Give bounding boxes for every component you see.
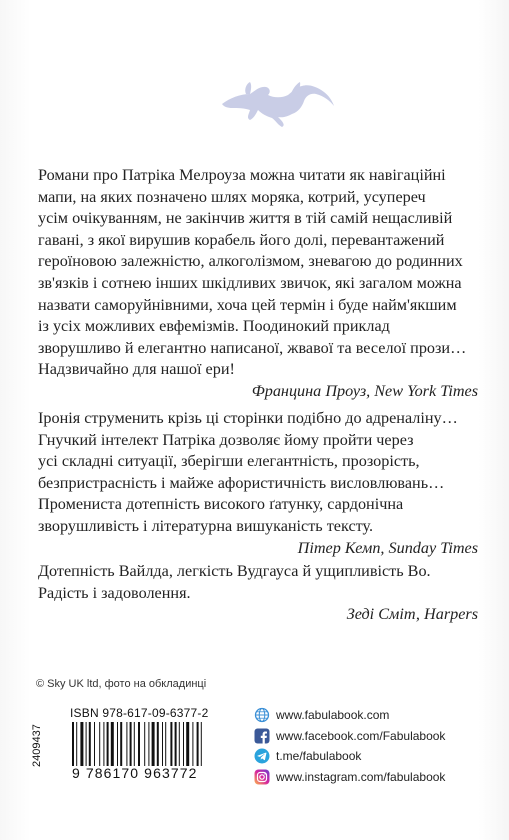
quote-line: назвати саморуйнівними, хоча цей термін і буде найм'якшим (38, 295, 457, 314)
quote-line: зворушливість і літературна вишуканість тексту. (38, 516, 374, 535)
quote-line: Надзвичайно для нашої ери! (38, 360, 235, 379)
author-name: Францина Проуз, (251, 381, 371, 400)
quote-line: Промениста дотепність високого ґатунку, сардонічна (38, 495, 404, 514)
quote-author (38, 604, 478, 626)
quote-line: із усіх можливих евфемізмів. Поодинокий приклад (38, 317, 390, 336)
facebook-icon (254, 728, 270, 744)
quote-line: Романи про Патріка Мелроуза можна читати як навігаційні (38, 166, 446, 184)
review-quote-1 (38, 165, 478, 403)
lizard-logo-icon (216, 70, 336, 130)
quote-line: Дотепність Вайлда, легкість Вудгауса й ущипливість Во. (38, 562, 431, 580)
link-telegram[interactable] (254, 746, 504, 767)
link-website[interactable] (254, 705, 504, 726)
author-name: Зеді Сміт, (346, 605, 420, 624)
quote-line: зворушливо й елегантно написаної, жвавої та веселої прози… (38, 338, 467, 357)
quote-line: усім очікуванням, не закінчив життя в тій самій нещасливій (38, 209, 453, 228)
quote-line: гавані, з якої вирушив корабель його долі, перевантажений (38, 230, 445, 249)
link-text: www.fabulabook.com (276, 708, 390, 723)
author-name: Пітер Кемп, (297, 538, 385, 557)
link-text: t.me/fabulabook (276, 749, 362, 764)
quote-author (38, 538, 478, 560)
instagram-icon (254, 769, 270, 785)
link-facebook[interactable] (254, 726, 504, 747)
quote-line: Гнучкий інтелект Патріка дозволяє йому пройти через (38, 430, 414, 449)
link-text: www.facebook.com/Fabulabook (276, 728, 446, 743)
author-source: Sunday Times (388, 538, 478, 557)
quote-line: мапи, на яких позначено шлях моряка, котрий, усупереч (38, 187, 426, 206)
author-source: New York Times (374, 381, 478, 400)
telegram-icon (254, 748, 270, 764)
publisher-links (254, 705, 504, 787)
barcode-side-digits: 2409437 (31, 724, 43, 767)
barcode-digits: 9 786170 963772 (72, 765, 198, 781)
photo-copyright: © Sky UK ltd, фото на обкладинці (36, 678, 207, 690)
author-source: Harpers (424, 605, 478, 624)
quote-line: зв'язків і сотнею інших шкідливих звичок, які загалом можна (38, 273, 462, 292)
isbn-number: ISBN 978-617-09-6377-2 (70, 706, 209, 720)
quote-line: Радість і задоволення. (38, 583, 191, 602)
link-text: www.instagram.com/fabulabook (276, 769, 446, 784)
quote-line: героїновою залежністю, алкоголізмом, зневагою до родинних (38, 252, 463, 271)
globe-icon (254, 707, 270, 723)
review-quote-3 (38, 561, 478, 626)
review-quote-2 (38, 408, 478, 559)
link-instagram[interactable] (254, 767, 504, 788)
quote-line: Іронія струменить крізь ці сторінки подібно до адреналіну… (38, 409, 458, 427)
quote-line: усі складні ситуації, зберігши елегантність, прозорість, (38, 452, 420, 471)
quote-line: безпристрасність і майже афористичність висловлювань… (38, 473, 445, 492)
quote-author (38, 381, 478, 403)
